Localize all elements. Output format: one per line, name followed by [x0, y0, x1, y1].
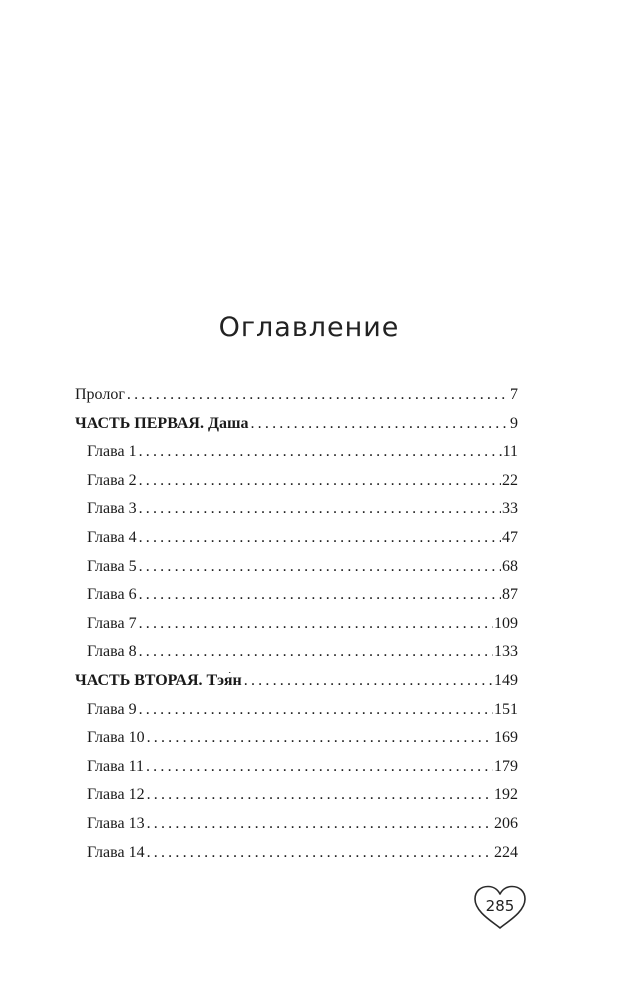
toc-entry-chapter-12 [75, 786, 518, 815]
toc-entry-label: ЧАСТЬ ПЕРВАЯ. Даша [75, 414, 249, 432]
toc-entry-page: 109 [494, 614, 518, 632]
dot-leader [248, 415, 509, 433]
toc-entry-chapter-11 [75, 758, 518, 787]
table-of-contents [75, 386, 518, 872]
toc-entry-label: Глава 12 [87, 786, 145, 804]
toc-entry-page: 22 [502, 471, 518, 489]
toc-entry-label: Глава 4 [87, 528, 137, 546]
dot-leader [137, 529, 501, 547]
toc-entry-label: Глава 10 [87, 729, 145, 747]
page-title: Оглавление [218, 312, 400, 343]
dot-leader [145, 815, 493, 833]
toc-entry-chapter-13 [75, 815, 518, 844]
toc-entry-chapter-9 [75, 701, 518, 730]
toc-entry-part-two [75, 672, 518, 701]
toc-entry-page: 206 [494, 814, 518, 832]
toc-entry-page: 87 [502, 586, 518, 604]
toc-entry-page: 179 [494, 757, 518, 775]
dot-leader [242, 672, 493, 690]
toc-entry-chapter-4 [75, 529, 518, 558]
toc-entry-page: 47 [502, 528, 518, 546]
dot-leader [145, 786, 493, 804]
toc-entry-label: Глава 2 [87, 471, 137, 489]
dot-leader [145, 729, 493, 747]
toc-entry-chapter-1 [75, 443, 518, 472]
toc-entry-label: Глава 5 [87, 557, 137, 575]
toc-entry-chapter-6 [75, 586, 518, 615]
toc-entry-chapter-3 [75, 500, 518, 529]
toc-entry-label: Пролог [75, 386, 125, 403]
toc-entry-page: 9 [510, 414, 518, 432]
dot-leader [137, 586, 501, 604]
toc-entry-page: 224 [494, 843, 518, 861]
dot-leader [137, 701, 493, 719]
toc-entry-label: Глава 3 [87, 500, 137, 518]
dot-leader [125, 386, 509, 404]
toc-entry-chapter-8 [75, 643, 518, 672]
toc-entry-chapter-2 [75, 472, 518, 501]
toc-entry-label: Глава 13 [87, 814, 145, 832]
toc-entry-part-one [75, 415, 518, 444]
toc-entry-chapter-7 [75, 615, 518, 644]
toc-entry-label: Глава 8 [87, 643, 137, 661]
toc-entry-chapter-5 [75, 558, 518, 587]
toc-entry-label: Глава 11 [87, 757, 144, 775]
page-number: 285 [485, 897, 515, 915]
toc-entry-page: 33 [502, 500, 518, 518]
toc-entry-prologue [75, 386, 518, 415]
toc-entry-label: ЧАСТЬ ВТОРАЯ. Тэя́н [75, 671, 242, 689]
toc-entry-label: Глава 1 [87, 443, 137, 461]
toc-entry-label: Глава 14 [87, 843, 145, 861]
toc-entry-label: Глава 7 [87, 614, 137, 632]
toc-entry-page: 149 [494, 671, 518, 689]
dot-leader [137, 500, 501, 518]
dot-leader [145, 844, 493, 862]
toc-entry-page: 133 [494, 643, 518, 661]
toc-entry-page: 192 [494, 786, 518, 804]
toc-entry-page: 169 [494, 729, 518, 747]
toc-entry-page: 68 [502, 557, 518, 575]
page-number-badge [473, 885, 527, 931]
toc-entry-chapter-14 [75, 844, 518, 873]
dot-leader [137, 558, 501, 576]
dot-leader [137, 443, 502, 461]
dot-leader [144, 758, 493, 776]
toc-entry-page: 151 [494, 700, 518, 718]
toc-entry-chapter-10 [75, 729, 518, 758]
toc-entry-page: 11 [502, 443, 518, 461]
dot-leader [137, 615, 493, 633]
dot-leader [137, 643, 493, 661]
dot-leader [137, 472, 501, 490]
toc-entry-page: 7 [510, 386, 518, 403]
toc-entry-label: Глава 6 [87, 586, 137, 604]
toc-entry-label: Глава 9 [87, 700, 137, 718]
